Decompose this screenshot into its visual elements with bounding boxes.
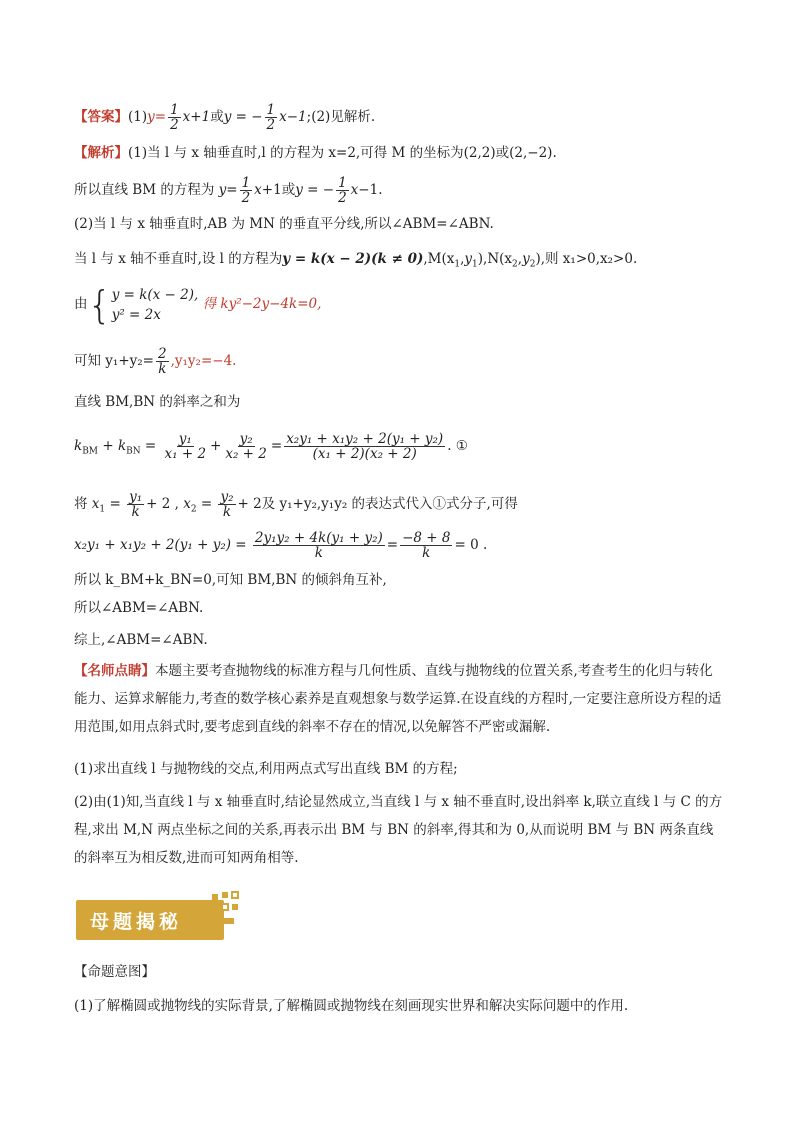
- answer-part2: (2)见解析.: [311, 109, 376, 125]
- analysis-line-1: [74, 143, 557, 163]
- analysis-line-6: [74, 347, 236, 376]
- analysis-line-4: 当 l 与 x 轴不垂直时,设 l 的方程为$y = k(x - 2)(k \ne 0),M(x_1,y_1),N(x_2,y_2)$,则 x₁>0,x₂>0.: [74, 251, 638, 270]
- system-suffix: 得 ky²−2y−4k=0,: [202, 296, 322, 312]
- answer-frac-1: $\frac{1}{2}$: [170, 102, 179, 133]
- answer-y: y: [147, 109, 155, 125]
- analysis-line-9: 将 $x_1$ = $\frac{\text{y₁}}{k}$ + 2 , $x_2$ = $\frac{\text{y₂}}{k}$ + 2及 y₁+y₂,y₁y₂ 的表达式代入①式分子,可得: [74, 489, 518, 520]
- analysis-l4-rest: ),N(x: [477, 251, 513, 267]
- section-banner: [76, 888, 246, 944]
- analysis-l4-prefix: 当 l 与 x 轴不垂直时,设 l 的方程为: [74, 251, 283, 267]
- comment-point-2: (2)由(1)知,当直线 l 与 x 轴垂直时,结论显然成立,当直线 l 与 x 轴不垂直时,设出斜率 k,联立直线 l 与 C 的方程,求出 M,N 两点坐标之间的关系,再表示出 BM 与 BN 的斜率,得其和为 0,从而说明 BM 与 BN 两条直线的斜率互为相反数,进而可知两角相等.: [74, 794, 723, 866]
- analysis-line-3: (2)当 l 与 x 轴垂直时,AB 为 MN 的垂直平分线,所以∠ABM=∠ABN.: [74, 216, 494, 232]
- analysis-l4-end: ),则 x₁>0,x₂>0.: [535, 251, 638, 267]
- comment-text: 本题主要考查抛物线的标准方程与几何性质、直线与抛物线的位置关系,考查考生的化归与转化能力、运算求解能力,考查的数学核心素养是直观想象与数学运算.在设直线的方程时,一定要注意所设方程的适用范围,如用点斜式时,要考虑到直线的斜率不存在的情况,以免解答不严密或漏解.: [74, 663, 722, 735]
- answer-sep: ;: [306, 109, 312, 125]
- brace-icon: {: [87, 282, 112, 327]
- analysis-system: [74, 284, 321, 325]
- analysis-line-7: 直线 BM,BN 的斜率之和为: [74, 394, 241, 410]
- answer-x-minus-1: x−1: [279, 109, 307, 125]
- intent-tag: 【命题意图】: [74, 964, 155, 980]
- answer-y-eq-neg: y = −: [223, 109, 263, 125]
- l6-prefix: 可知 y₁+y₂=: [74, 353, 154, 369]
- analysis-line-10: x₂y₁ + x₁y₂ + 2(y₁ + y₂) = $\frac{\text{2y₁y₂ + 4k(y₁ + y₂)}}{k}$ = $\frac{-8 + 8}{k}$ = 0 .: [74, 530, 488, 561]
- answer-frac-2: $\frac{1}{2}$: [266, 102, 276, 133]
- answer-eq: =: [154, 109, 167, 125]
- analysis-line-13: 综上,∠ABM=∠ABN.: [74, 632, 208, 648]
- comment-point-1: (1)求出直线 l 与抛物线的交点,利用两点式写出直线 BM 的方程;: [74, 761, 458, 777]
- system-rows: y = k(x − 2), y² = 2x: [111, 286, 199, 323]
- analysis-line-2: 所以直线 BM 的方程为 y= $\frac{1}{2}$ x+1或y = − $\frac{1}{2}$ x−1.: [74, 175, 383, 206]
- corner-bracket-icon: [210, 888, 246, 928]
- line-equation: y = k(x − 2)(k ≠ 0): [282, 251, 424, 267]
- analysis-line-11: 所以 k_BM+k_BN=0,可知 BM,BN 的倾斜角互补,: [74, 572, 387, 588]
- comment-tag: 【名师点睛】: [74, 663, 155, 679]
- answer-part1-prefix: (1): [128, 109, 148, 125]
- l6-suffix: ,y₁y₂=−4.: [170, 353, 237, 369]
- answer-x-plus-1: x+1: [182, 109, 211, 125]
- l6-frac: $\frac{2}{k}$: [158, 346, 167, 377]
- analysis-l4-mid: ,M(x: [423, 251, 455, 267]
- analysis-line-12: 所以∠ABM=∠ABN.: [74, 600, 204, 616]
- comment-paragraph: [74, 657, 724, 741]
- answer-tag: 【答案】: [74, 109, 128, 125]
- analysis-line-8: $k_{BM} + k_{BN}$ = $\frac{\text{y₁}}{\text{x₁ + 2}}$ + $\frac{\text{y₂}}{\text{x₂ + 2}}$ = $\frac{\text{x₂y₁ + x₁y₂ + 2(y₁ + y₂)}}{\text{(x₁ + 2)(x₂ + 2)}}$ . ①: [74, 431, 468, 462]
- answer-line: [74, 103, 375, 132]
- answer-or: 或: [210, 109, 224, 125]
- analysis-l2-prefix: 所以直线 BM 的方程为: [74, 182, 215, 198]
- intent-point-1: (1)了解椭圆或抛物线的实际背景,了解椭圆或抛物线在刻画现实世界和解决实际问题中的作用.: [74, 998, 629, 1014]
- analysis-tag: 【解析】: [74, 145, 128, 161]
- banner-title: 母题揭秘: [90, 911, 183, 933]
- system-prefix: 由: [74, 296, 88, 312]
- analysis-text-1: (1)当 l 与 x 轴垂直时,l 的方程为 x=2,可得 M 的坐标为(2,2)或(2,−2).: [128, 145, 557, 161]
